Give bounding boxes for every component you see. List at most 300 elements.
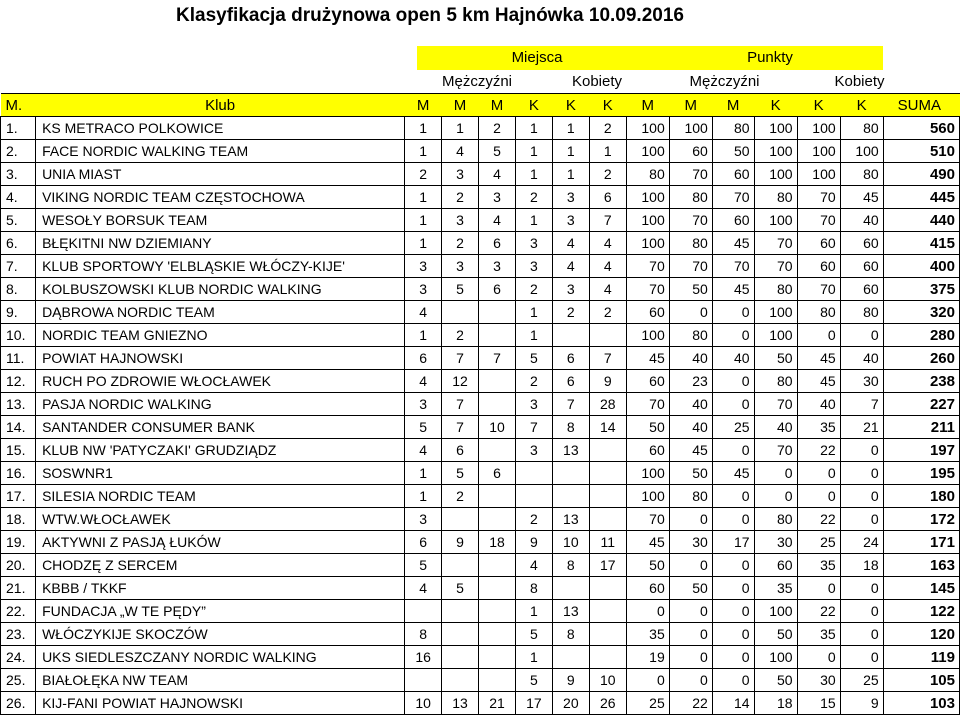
club-name-cell: WŁÓCZYKIJE SKOCZÓW [36, 623, 405, 646]
points-cell: 80 [797, 301, 840, 324]
place-cell [515, 485, 552, 508]
place-cell: 2 [552, 301, 589, 324]
points-cell: 45 [712, 462, 754, 485]
place-cell: 3 [405, 393, 442, 416]
place-cell: 8 [552, 623, 589, 646]
place-cell: 10 [552, 531, 589, 554]
place-cell: 4 [589, 278, 626, 301]
points-cell: 23 [669, 370, 712, 393]
header-points-m: M [712, 94, 754, 117]
place-cell: 7 [589, 347, 626, 370]
points-cell: 80 [669, 186, 712, 209]
points-cell: 35 [797, 623, 840, 646]
place-cell [479, 485, 516, 508]
header-place-m: M [479, 94, 516, 117]
points-cell: 100 [626, 140, 669, 163]
points-cell: 45 [712, 232, 754, 255]
points-cell: 80 [754, 370, 797, 393]
place-cell: 13 [552, 600, 589, 623]
points-cell: 9 [840, 692, 883, 715]
rank-cell: 26. [1, 692, 36, 715]
rank-cell: 19. [1, 531, 36, 554]
place-cell: 4 [479, 163, 516, 186]
sum-cell: 180 [883, 485, 959, 508]
rank-cell: 3. [1, 163, 36, 186]
points-cell: 80 [712, 117, 754, 140]
place-cell: 8 [405, 623, 442, 646]
points-cell: 22 [797, 600, 840, 623]
table-row [1, 508, 960, 531]
points-cell: 0 [840, 600, 883, 623]
group-points: Punkty [657, 46, 883, 70]
points-cell: 25 [840, 669, 883, 692]
place-cell: 11 [589, 531, 626, 554]
place-cell: 1 [515, 324, 552, 347]
place-cell: 21 [479, 692, 516, 715]
club-name-cell: RUCH PO ZDROWIE WŁOCŁAWEK [36, 370, 405, 393]
place-cell: 5 [515, 347, 552, 370]
points-cell: 22 [669, 692, 712, 715]
place-cell: 28 [589, 393, 626, 416]
place-cell [589, 485, 626, 508]
points-cell: 0 [669, 554, 712, 577]
table-row [1, 600, 960, 623]
place-cell: 5 [515, 623, 552, 646]
rank-cell: 14. [1, 416, 36, 439]
points-cell: 100 [754, 646, 797, 669]
club-name-cell: DĄBROWA NORDIC TEAM [36, 301, 405, 324]
points-cell: 100 [754, 140, 797, 163]
place-cell: 1 [515, 646, 552, 669]
points-cell: 50 [626, 554, 669, 577]
header-club: Klub [36, 94, 405, 117]
points-cell: 60 [626, 370, 669, 393]
place-cell: 5 [405, 554, 442, 577]
table-row [1, 393, 960, 416]
points-cell: 0 [669, 623, 712, 646]
header-points-m: M [626, 94, 669, 117]
club-name-cell: PASJA NORDIC WALKING [36, 393, 405, 416]
place-cell [405, 600, 442, 623]
place-cell [479, 577, 516, 600]
points-cell: 50 [669, 577, 712, 600]
place-cell: 5 [479, 140, 516, 163]
place-cell: 5 [405, 416, 442, 439]
place-cell: 1 [515, 209, 552, 232]
place-cell: 4 [552, 232, 589, 255]
place-cell: 2 [515, 186, 552, 209]
place-cell [479, 324, 516, 347]
place-cell: 4 [405, 577, 442, 600]
points-cell: 0 [669, 600, 712, 623]
place-cell: 7 [442, 393, 479, 416]
points-cell: 50 [754, 623, 797, 646]
column-subgroups [0, 70, 960, 93]
table-row [1, 347, 960, 370]
club-name-cell: WESOŁY BORSUK TEAM [36, 209, 405, 232]
header-place-m: M [405, 94, 442, 117]
points-cell: 100 [754, 600, 797, 623]
place-cell [479, 370, 516, 393]
place-cell: 6 [405, 347, 442, 370]
club-name-cell: POWIAT HAJNOWSKI [36, 347, 405, 370]
points-cell: 100 [626, 232, 669, 255]
points-cell: 35 [626, 623, 669, 646]
place-cell [589, 577, 626, 600]
club-name-cell: BIAŁOŁĘKA NW TEAM [36, 669, 405, 692]
place-cell: 7 [589, 209, 626, 232]
points-cell: 0 [712, 646, 754, 669]
place-cell: 3 [515, 439, 552, 462]
club-name-cell: FUNDACJA „W TE PĘDY” [36, 600, 405, 623]
header-no: M. [1, 94, 36, 117]
place-cell: 1 [515, 600, 552, 623]
place-cell: 3 [405, 278, 442, 301]
points-cell: 0 [797, 577, 840, 600]
place-cell: 26 [589, 692, 626, 715]
place-cell [479, 301, 516, 324]
rank-cell: 11. [1, 347, 36, 370]
sum-cell: 490 [883, 163, 959, 186]
place-cell: 3 [479, 255, 516, 278]
points-cell: 100 [754, 163, 797, 186]
place-cell [552, 646, 589, 669]
place-cell: 6 [442, 439, 479, 462]
place-cell: 2 [442, 232, 479, 255]
points-cell: 18 [754, 692, 797, 715]
club-name-cell: NORDIC TEAM GNIEZNO [36, 324, 405, 347]
points-cell: 60 [797, 255, 840, 278]
table-row [1, 439, 960, 462]
points-cell: 18 [840, 554, 883, 577]
place-cell: 13 [442, 692, 479, 715]
place-cell: 3 [515, 393, 552, 416]
points-cell: 60 [754, 554, 797, 577]
header-place-k: K [515, 94, 552, 117]
points-cell: 70 [712, 255, 754, 278]
place-cell [479, 439, 516, 462]
place-cell [479, 393, 516, 416]
points-cell: 100 [626, 324, 669, 347]
points-cell: 60 [626, 577, 669, 600]
club-name-cell: KS METRACO POLKOWICE [36, 117, 405, 140]
points-cell: 0 [712, 508, 754, 531]
points-cell: 45 [626, 347, 669, 370]
points-cell: 60 [840, 255, 883, 278]
points-cell: 80 [754, 186, 797, 209]
place-cell: 4 [589, 255, 626, 278]
points-cell: 25 [626, 692, 669, 715]
header-place-m: M [442, 94, 479, 117]
points-cell: 0 [712, 439, 754, 462]
points-cell: 70 [626, 255, 669, 278]
club-name-cell: SILESIA NORDIC TEAM [36, 485, 405, 508]
points-cell: 80 [626, 163, 669, 186]
points-cell: 0 [669, 508, 712, 531]
points-cell: 45 [797, 370, 840, 393]
place-cell: 5 [515, 669, 552, 692]
place-cell: 1 [442, 117, 479, 140]
place-cell [442, 623, 479, 646]
place-cell: 1 [552, 140, 589, 163]
place-cell: 6 [589, 186, 626, 209]
table-row [1, 485, 960, 508]
rank-cell: 25. [1, 669, 36, 692]
place-cell: 1 [405, 186, 442, 209]
points-cell: 0 [840, 324, 883, 347]
table-row [1, 646, 960, 669]
points-cell: 80 [754, 508, 797, 531]
points-cell: 0 [712, 485, 754, 508]
points-cell: 70 [797, 186, 840, 209]
points-cell: 0 [669, 301, 712, 324]
rank-cell: 2. [1, 140, 36, 163]
place-cell: 1 [552, 163, 589, 186]
place-cell: 7 [442, 416, 479, 439]
club-name-cell: CHODZĘ Z SERCEM [36, 554, 405, 577]
rank-cell: 15. [1, 439, 36, 462]
points-cell: 45 [712, 278, 754, 301]
place-cell: 2 [515, 278, 552, 301]
subgroup-places-women: Kobiety [571, 73, 623, 90]
place-cell: 10 [405, 692, 442, 715]
place-cell: 16 [405, 646, 442, 669]
place-cell [442, 508, 479, 531]
subgroup-points-women: Kobiety [834, 73, 885, 90]
club-name-cell: BŁĘKITNI NW DZIEMIANY [36, 232, 405, 255]
place-cell: 4 [442, 140, 479, 163]
points-cell: 70 [626, 393, 669, 416]
points-cell: 0 [754, 485, 797, 508]
club-name-cell: FACE NORDIC WALKING TEAM [36, 140, 405, 163]
place-cell: 10 [479, 416, 516, 439]
place-cell [589, 508, 626, 531]
points-cell: 14 [712, 692, 754, 715]
place-cell: 17 [515, 692, 552, 715]
rank-cell: 1. [1, 117, 36, 140]
points-cell: 100 [797, 117, 840, 140]
points-cell: 0 [840, 508, 883, 531]
club-name-cell: UKS SIEDLESZCZANY NORDIC WALKING [36, 646, 405, 669]
rank-cell: 5. [1, 209, 36, 232]
place-cell: 3 [442, 255, 479, 278]
place-cell: 1 [552, 117, 589, 140]
table-row [1, 370, 960, 393]
place-cell [479, 600, 516, 623]
points-cell: 100 [626, 186, 669, 209]
results-body [1, 117, 960, 715]
place-cell: 3 [405, 255, 442, 278]
place-cell: 3 [405, 508, 442, 531]
place-cell [552, 462, 589, 485]
place-cell: 5 [442, 577, 479, 600]
points-cell: 80 [840, 301, 883, 324]
points-cell: 60 [712, 163, 754, 186]
sum-cell: 375 [883, 278, 959, 301]
table-row [1, 692, 960, 715]
rank-cell: 8. [1, 278, 36, 301]
points-cell: 45 [626, 531, 669, 554]
place-cell: 3 [515, 255, 552, 278]
place-cell [552, 324, 589, 347]
points-cell: 100 [754, 209, 797, 232]
sum-cell: 122 [883, 600, 959, 623]
results-table [0, 93, 960, 715]
points-cell: 0 [712, 370, 754, 393]
points-cell: 80 [669, 485, 712, 508]
points-cell: 0 [797, 646, 840, 669]
sum-cell: 145 [883, 577, 959, 600]
points-cell: 70 [712, 186, 754, 209]
sum-cell: 103 [883, 692, 959, 715]
place-cell: 2 [515, 370, 552, 393]
place-cell: 3 [552, 186, 589, 209]
place-cell: 2 [479, 117, 516, 140]
points-cell: 24 [840, 531, 883, 554]
sum-cell: 172 [883, 508, 959, 531]
points-cell: 70 [754, 255, 797, 278]
place-cell: 13 [552, 439, 589, 462]
place-cell: 1 [405, 324, 442, 347]
place-cell: 12 [442, 370, 479, 393]
rank-cell: 22. [1, 600, 36, 623]
points-cell: 0 [797, 485, 840, 508]
header-points-m: M [669, 94, 712, 117]
place-cell: 4 [405, 301, 442, 324]
points-cell: 45 [669, 439, 712, 462]
points-cell: 35 [797, 416, 840, 439]
sum-cell: 105 [883, 669, 959, 692]
points-cell: 0 [669, 646, 712, 669]
place-cell: 1 [515, 163, 552, 186]
table-row [1, 186, 960, 209]
points-cell: 60 [669, 140, 712, 163]
place-cell: 8 [515, 577, 552, 600]
sum-cell: 227 [883, 393, 959, 416]
table-row [1, 462, 960, 485]
points-cell: 0 [797, 462, 840, 485]
points-cell: 0 [712, 324, 754, 347]
points-cell: 25 [712, 416, 754, 439]
place-cell: 3 [479, 186, 516, 209]
points-cell: 0 [712, 669, 754, 692]
table-row [1, 278, 960, 301]
place-cell: 13 [552, 508, 589, 531]
place-cell: 2 [442, 186, 479, 209]
table-row [1, 623, 960, 646]
points-cell: 22 [797, 439, 840, 462]
points-cell: 40 [669, 416, 712, 439]
points-cell: 40 [840, 347, 883, 370]
subgroup-places-men: Mężczyźni [441, 73, 512, 90]
table-row [1, 531, 960, 554]
points-cell: 70 [669, 255, 712, 278]
points-cell: 100 [754, 117, 797, 140]
place-cell: 3 [552, 278, 589, 301]
place-cell [515, 462, 552, 485]
points-cell: 100 [754, 324, 797, 347]
place-cell: 2 [442, 485, 479, 508]
sum-cell: 195 [883, 462, 959, 485]
place-cell: 3 [442, 163, 479, 186]
points-cell: 40 [840, 209, 883, 232]
points-cell: 30 [669, 531, 712, 554]
points-cell: 80 [669, 324, 712, 347]
points-cell: 60 [797, 232, 840, 255]
points-cell: 0 [712, 554, 754, 577]
points-cell: 0 [712, 600, 754, 623]
points-cell: 50 [754, 669, 797, 692]
place-cell [442, 554, 479, 577]
points-cell: 0 [840, 439, 883, 462]
place-cell: 2 [589, 301, 626, 324]
sum-cell: 211 [883, 416, 959, 439]
place-cell: 4 [515, 554, 552, 577]
club-name-cell: KBBB / TKKF [36, 577, 405, 600]
place-cell: 7 [479, 347, 516, 370]
place-cell: 1 [515, 140, 552, 163]
points-cell: 7 [840, 393, 883, 416]
place-cell: 1 [405, 485, 442, 508]
points-cell: 35 [797, 554, 840, 577]
points-cell: 25 [797, 531, 840, 554]
place-cell: 9 [589, 370, 626, 393]
points-cell: 60 [840, 278, 883, 301]
place-cell: 4 [405, 439, 442, 462]
sum-cell: 440 [883, 209, 959, 232]
place-cell: 1 [405, 140, 442, 163]
points-cell: 70 [754, 232, 797, 255]
points-cell: 19 [626, 646, 669, 669]
table-row [1, 577, 960, 600]
place-cell: 3 [515, 232, 552, 255]
place-cell: 1 [405, 232, 442, 255]
place-cell [589, 324, 626, 347]
points-cell: 60 [712, 209, 754, 232]
points-cell: 100 [797, 140, 840, 163]
place-cell: 7 [515, 416, 552, 439]
points-cell: 15 [797, 692, 840, 715]
points-cell: 60 [626, 301, 669, 324]
points-cell: 30 [797, 669, 840, 692]
club-name-cell: UNIA MIAST [36, 163, 405, 186]
header-row [1, 94, 960, 117]
page-title: Klasyfikacja drużynowa open 5 km Hajnówka 10.09.2016 [176, 5, 684, 26]
place-cell: 1 [405, 462, 442, 485]
points-cell: 100 [797, 163, 840, 186]
place-cell: 5 [442, 462, 479, 485]
subgroup-points-men: Mężczyźni [689, 73, 760, 90]
place-cell: 4 [479, 209, 516, 232]
table-row [1, 255, 960, 278]
sum-cell: 510 [883, 140, 959, 163]
sum-cell: 260 [883, 347, 959, 370]
place-cell: 4 [552, 255, 589, 278]
points-cell: 0 [712, 623, 754, 646]
table-row [1, 209, 960, 232]
sum-cell: 320 [883, 301, 959, 324]
rank-cell: 16. [1, 462, 36, 485]
sum-cell: 400 [883, 255, 959, 278]
place-cell: 4 [589, 232, 626, 255]
points-cell: 100 [626, 209, 669, 232]
points-cell: 70 [797, 278, 840, 301]
rank-cell: 13. [1, 393, 36, 416]
place-cell: 6 [479, 462, 516, 485]
points-cell: 45 [840, 186, 883, 209]
points-cell: 45 [797, 347, 840, 370]
place-cell [552, 577, 589, 600]
